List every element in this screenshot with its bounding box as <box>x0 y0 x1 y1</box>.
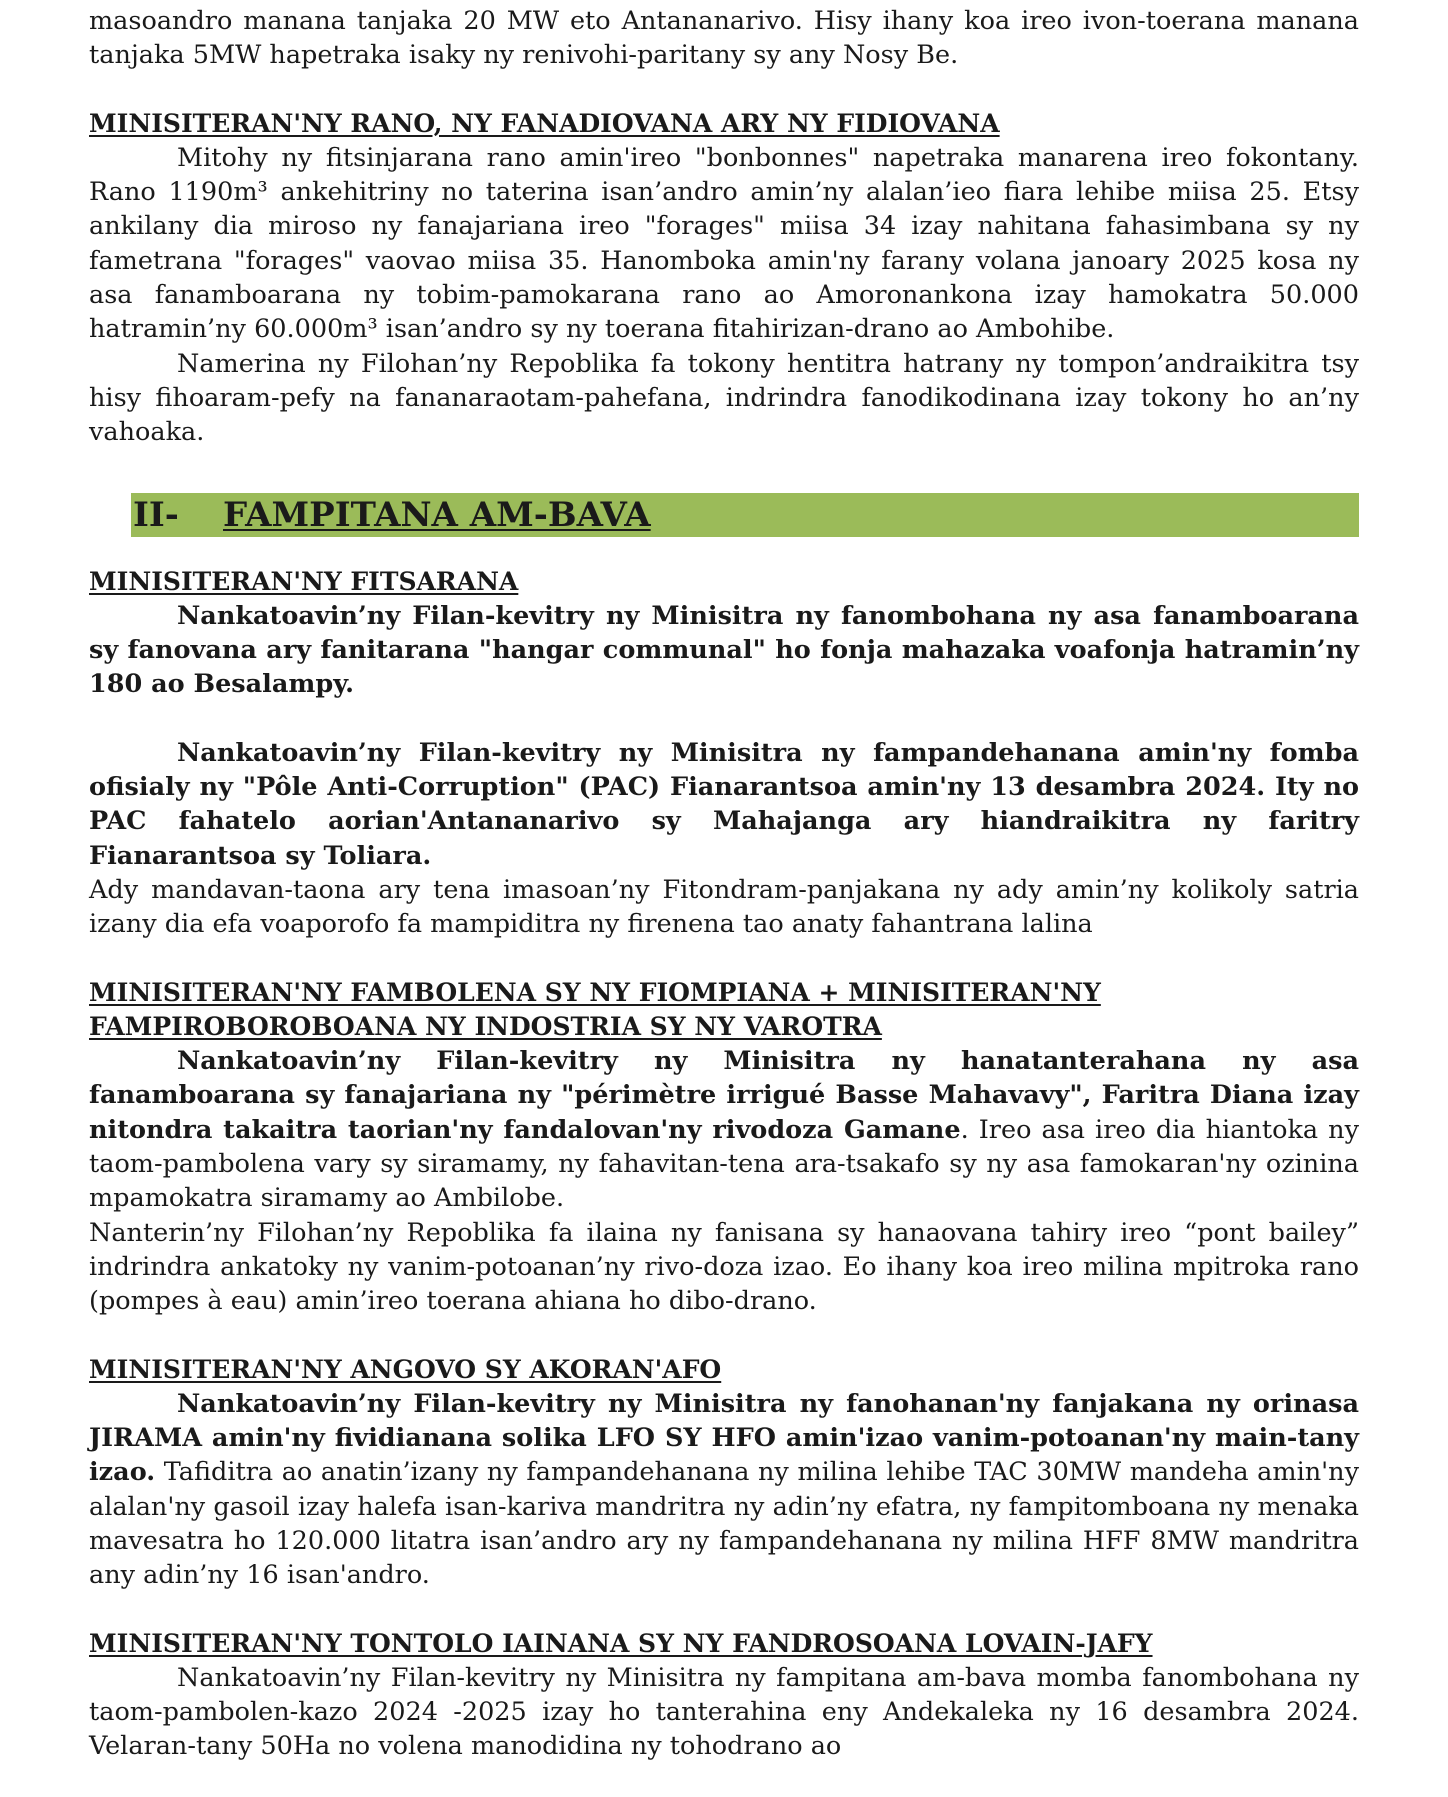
spacer <box>89 1319 1359 1353</box>
justice-paragraph-2: Nankatoavin’ny Filan-kevitry ny Minisitra ny fampandehanana amin'ny fomba ofisialy ny "Pôle Anti-Corruption" (PAC) Fianarantsoa amin'ny 13 desambra 2024. Ity no PAC fahatelo aorian'Antananarivo sy Mahajanga ary hiandraikitra ny faritry Fianarantsoa sy Toliara. <box>89 737 1359 871</box>
justice-paragraph-3: Ady mandavan-taona ary tena imasoan’ny Fitondram-panjakana ny ady amin’ny kolikoly satria izany dia efa voaporofo fa mampiditra ny firenena tao anaty fahantrana lalina <box>89 874 1359 940</box>
water-paragraph-2: Namerina ny Filohan’ny Repoblika fa tokony hentitra hatrany ny tompon’andraikitra tsy hisy fihoaram-pefy na fananaraotam-pahefana, indrindra fanodikodinana izay tokony ho an’ny vahoaka. <box>89 348 1359 448</box>
energy-paragraph-1-rest: Tafiditra ao anatin’izany ny fampandehanana ny milina lehibe TAC 30MW mandeha amin'ny alalan'ny gasoil izay halefa isan-kariva mandritra ny adin’ny efatra, ny fampitomboana ny menaka mavesatra ho 120.000 litatra isan’andro ary ny fampandehanana ny milina HFF 8MW mandritra any adin’ny 16 isan'andro. <box>89 1457 1359 1591</box>
spacer <box>89 450 1359 493</box>
spacer <box>89 537 1359 565</box>
agriculture-paragraph-1-rest: . Ireo asa ireo dia hiantoka ny taom-pambolena vary sy siramamy, ny fahavitan-tena ara-tsakafo sy ny asa famokaran'ny ozinina mpamokatra siramamy ao Ambilobe. <box>89 1114 1359 1214</box>
water-paragraph-1: Mitohy ny fitsinjarana rano amin'ireo "bonbonnes" napetraka manarena ireo fokontany. Rano 1190m³ ankehitriny no taterina isan’andro amin’ny alalan’ieo fiara lehibe miisa 25. Etsy ankilany dia miroso ny fanajariana ireo "forages" miisa 34 izay nahitana fahasimbana sy ny fametrana "forages" vaovao miisa 35. Hanomboka amin'ny farany volana janoary 2025 kosa ny asa fanamboarana ny tobim-pamokarana rano ao Amoronankona izay hamokatra 50.000 hatramin’ny 60.000m³ isan’andro sy ny toerana fitahirizan-drano ao Ambohibe. <box>89 142 1359 345</box>
environment-paragraph-1: Nankatoavin’ny Filan-kevitry ny Minisitra ny fampitana am-bava momba fanombohana ny taom-pambolen-kazo 2024 -2025 izay ho tanterahina eny Andekaleka ny 16 desambra 2024. Velaran-tany 50Ha no volena manodidina ny tohodrano ao <box>89 1662 1359 1762</box>
heading-ministry-justice: MINISITERAN'NY FITSARANA <box>89 566 519 596</box>
spacer <box>89 702 1359 736</box>
agriculture-paragraph-1-bold: Nankatoavin’ny Filan-kevitry ny Minisitra ny hanatanterahana ny asa fanamboarana sy fanajariana ny "périmètre irrigué Basse Mahavavy", Faritra Diana izay nitondra takaitra taorian'ny fandalovan'ny rivodoza Gamane <box>89 1046 1359 1145</box>
heading-ministry-environment: MINISITERAN'NY TONTOLO IAINANA SY NY FANDROSOANA LOVAIN-JAFY <box>89 1628 1153 1658</box>
heading-ministry-energy: MINISITERAN'NY ANGOVO SY AKORAN'AFO <box>89 1354 722 1384</box>
heading-ministry-water: MINISITERAN'NY RANO, NY FANADIOVANA ARY NY FIDIOVANA <box>89 108 1000 138</box>
justice-paragraph-1: Nankatoavin’ny Filan-kevitry ny Minisitra ny fanombohana ny asa fanamboarana sy fanovana ary fanitarana "hangar communal" ho fonja mahazaka voafonja hatramin’ny 180 ao Besalampy. <box>89 600 1359 700</box>
spacer <box>89 73 1359 107</box>
intro-paragraph: masoandro manana tanjaka 20 MW eto Antananarivo. Hisy ihany koa ireo ivon-toerana manana tanjaka 5MW hapetraka isaky ny renivohi-paritany sy any Nosy Be. <box>89 6 1359 71</box>
agriculture-paragraph-1 <box>89 1044 1359 1215</box>
section-title: FAMPITANA AM-BAVA <box>223 494 651 535</box>
section-number: II- <box>133 494 179 535</box>
document-body <box>89 4 1359 1764</box>
heading-ministry-agriculture-line-1: MINISITERAN'NY FAMBOLENA SY NY FIOMPIANA + MINISITERAN'NY <box>89 977 1101 1007</box>
section-header-bar <box>131 493 1359 537</box>
spacer <box>89 1593 1359 1627</box>
spacer <box>89 942 1359 976</box>
agriculture-paragraph-2: Nanterin’ny Filohan’ny Repoblika fa ilaina ny fanisana sy hanaovana tahiry ireo “pont bailey” indrindra ankatoky ny vanim-potoanan’ny rivo-doza izao. Eo ihany koa ireo milina mpitroka rano (pompes à eau) amin’ireo toerana ahiana ho dibo-drano. <box>89 1217 1359 1317</box>
energy-paragraph-1-bold: Nankatoavin’ny Filan-kevitry ny Minisitra ny fanohanan'ny fanjakana ny orinasa JIRAMA amin'ny fividianana solika LFO SY HFO amin'izao vanim-potoanan'ny main-tany izao. <box>89 1388 1359 1488</box>
heading-ministry-agriculture-line-2: FAMPIROBOROBOANA NY INDOSTRIA SY NY VAROTRA <box>89 1011 882 1041</box>
energy-paragraph-1 <box>89 1387 1359 1593</box>
